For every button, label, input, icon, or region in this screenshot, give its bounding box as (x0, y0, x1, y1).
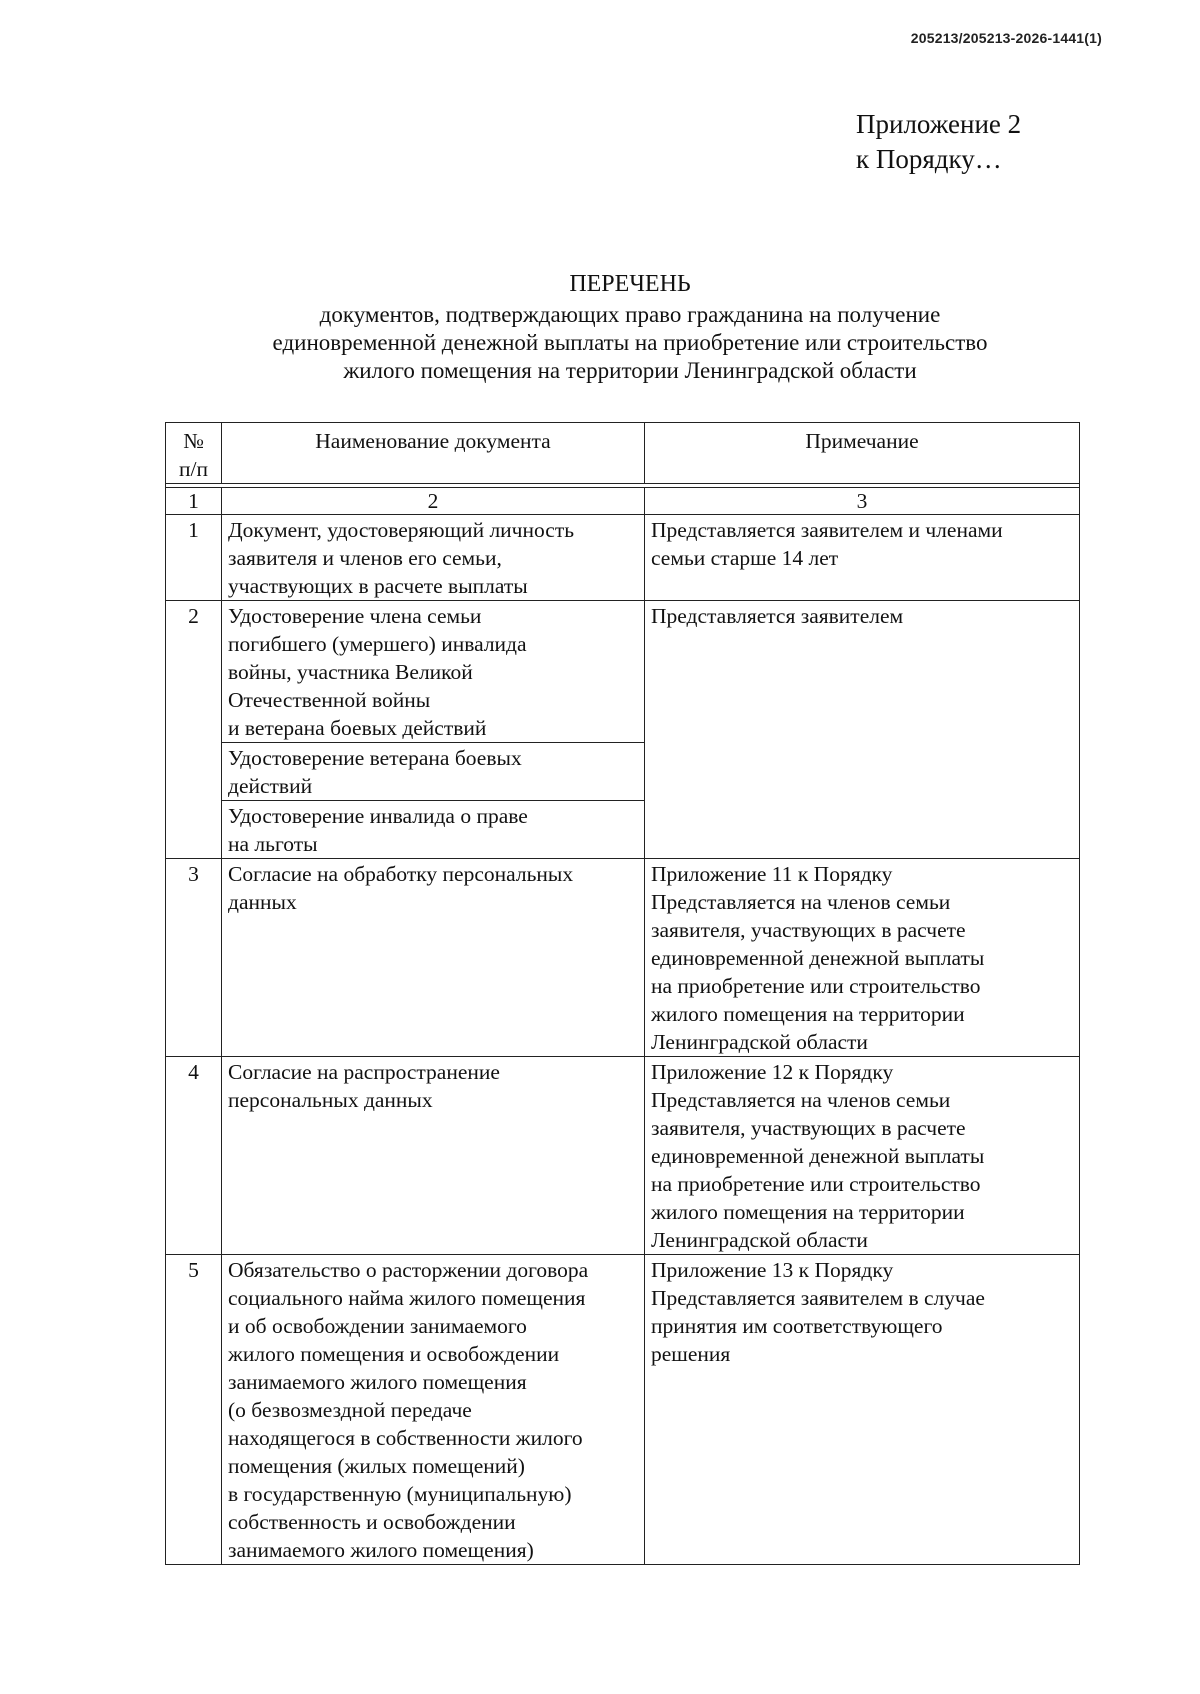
text-line: помещения (жилых помещений) (228, 1454, 525, 1478)
note-cell (645, 859, 1080, 1057)
text-line: семьи старше 14 лет (651, 546, 839, 570)
table-header-row (166, 423, 1080, 484)
text-line: Удостоверение члена семьи (228, 604, 482, 628)
document-name-cell (222, 515, 645, 601)
appendix-reference (856, 107, 1021, 177)
document-name-cell (222, 743, 645, 801)
column-number: 1 (166, 488, 222, 515)
document-name-cell (222, 859, 645, 1057)
text-line: заявителя и членов его семьи, (228, 546, 502, 570)
appendix-line-1: Приложение 2 (856, 109, 1022, 139)
text-line: данных (228, 890, 297, 914)
text-line: Представляется заявителем в случае (651, 1286, 985, 1310)
text-line: Согласие на обработку персональных (228, 862, 574, 886)
table-row (166, 1255, 1080, 1565)
text-line: (о безвозмездной передаче (228, 1398, 472, 1422)
text-line: Представляется заявителем (651, 604, 904, 628)
row-number: 1 (166, 515, 222, 601)
document-name-cell (222, 801, 645, 859)
document-title (0, 270, 1200, 385)
row-number: 4 (166, 1057, 222, 1255)
table-row (166, 859, 1080, 1057)
text-line: и ветерана боевых действий (228, 716, 487, 740)
text-line: Приложение 11 к Порядку (651, 862, 893, 886)
text-line: персональных данных (228, 1088, 433, 1112)
text-line: принятия им соответствующего (651, 1314, 943, 1338)
note-cell (645, 1057, 1080, 1255)
text-line: находящегося в собственности жилого (228, 1426, 583, 1450)
column-number: 3 (645, 488, 1080, 515)
text-line: и об освобождении занимаемого (228, 1314, 527, 1338)
table-row (166, 515, 1080, 601)
text-line: собственность и освобождении (228, 1510, 516, 1534)
text-line: Представляется на членов семьи (651, 890, 951, 914)
header-note: Примечание (645, 423, 1080, 484)
table-row (166, 1057, 1080, 1255)
text-line: Обязательство о расторжении договора (228, 1258, 589, 1282)
row-number: 5 (166, 1255, 222, 1565)
title-heading: ПЕРЕЧЕНЬ (569, 271, 691, 297)
text-line: Документ, удостоверяющий личность (228, 518, 575, 542)
header-num-line-2: п/п (179, 457, 208, 481)
appendix-line-2: к Порядку… (856, 144, 1002, 174)
table-row (166, 601, 1080, 743)
header-num-line-1: № (183, 429, 204, 453)
text-line: в государственную (муниципальную) (228, 1482, 572, 1506)
text-line: жилого помещения на территории (651, 1002, 965, 1026)
text-line: Согласие на распространение (228, 1060, 500, 1084)
text-line: Отечественной войны (228, 688, 431, 712)
note-cell (645, 1255, 1080, 1565)
text-line: Удостоверение инвалида о праве (228, 804, 528, 828)
column-number: 2 (222, 488, 645, 515)
header-num (166, 423, 222, 484)
text-line: Представляется заявителем и членами (651, 518, 1003, 542)
text-line: на льготы (228, 832, 318, 856)
text-line: действий (228, 774, 313, 798)
document-name-cell (222, 1255, 645, 1565)
title-line-1: документов, подтверждающих право гражданина на получение (319, 302, 941, 327)
text-line: занимаемого жилого помещения (228, 1370, 527, 1394)
text-line: погибшего (умершего) инвалида (228, 632, 527, 656)
text-line: социального найма жилого помещения (228, 1286, 586, 1310)
title-line-2: единовременной денежной выплаты на приобретение или строительство (272, 330, 988, 355)
title-line-3: жилого помещения на территории Ленинградской области (343, 358, 917, 383)
text-line: единовременной денежной выплаты (651, 946, 985, 970)
note-cell (645, 515, 1080, 601)
note-cell (645, 601, 1080, 859)
text-line: Удостоверение ветерана боевых (228, 746, 522, 770)
row-number: 3 (166, 859, 222, 1057)
text-line: войны, участника Великой (228, 660, 473, 684)
text-line: жилого помещения и освобождении (228, 1342, 560, 1366)
text-line: Приложение 13 к Порядку (651, 1258, 894, 1282)
column-number-row (166, 488, 1080, 515)
text-line: Представляется на членов семьи (651, 1088, 951, 1112)
text-line: решения (651, 1342, 731, 1366)
document-name-cell (222, 601, 645, 743)
document-id: 205213/205213-2026-1441(1) (910, 30, 1102, 46)
row-number: 2 (166, 601, 222, 859)
text-line: участвующих в расчете выплаты (228, 574, 528, 598)
text-line: Приложение 12 к Порядку (651, 1060, 894, 1084)
text-line: единовременной денежной выплаты (651, 1144, 985, 1168)
text-line: заявителя, участвующих в расчете (651, 918, 966, 942)
text-line: на приобретение или строительство (651, 1172, 981, 1196)
documents-table (165, 422, 1080, 1565)
text-line: заявителя, участвующих в расчете (651, 1116, 966, 1140)
document-name-cell (222, 1057, 645, 1255)
text-line: Ленинградской области (651, 1228, 868, 1252)
header-document-name: Наименование документа (222, 423, 645, 484)
text-line: занимаемого жилого помещения) (228, 1538, 534, 1562)
text-line: жилого помещения на территории (651, 1200, 965, 1224)
text-line: на приобретение или строительство (651, 974, 981, 998)
text-line: Ленинградской области (651, 1030, 868, 1054)
